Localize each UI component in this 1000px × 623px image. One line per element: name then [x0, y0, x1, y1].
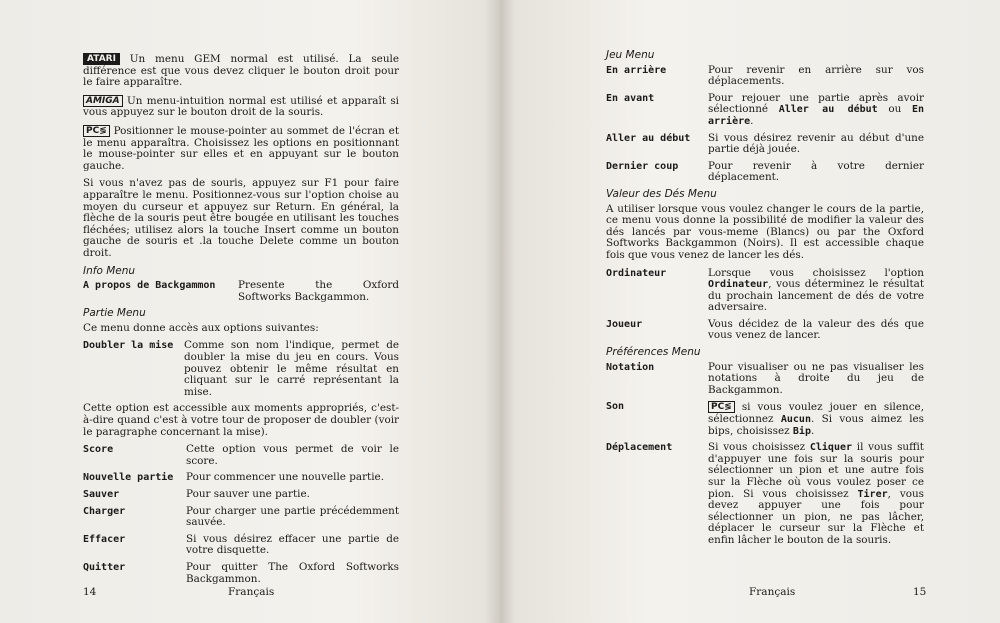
partie-item-quitter	[83, 562, 399, 585]
desc-text: Pour rejouer une partie après avoir sélectionné	[708, 91, 924, 116]
atari-text: Un menu GEM normal est utilisé. La seule différence est que vous devez cliquer le bouton droit pour le faire apparaître.	[83, 53, 399, 89]
desc-bold: Bip	[792, 425, 811, 437]
desc-text: .	[810, 424, 815, 437]
doubler-desc: Comme son nom l'indique, permet de doubler la mise du jeu en cours. Vous pouvez obtenir le même résultat en cliquant sur le carré représentant la mise.	[184, 339, 399, 398]
partie-intro: Ce menu donne accès aux options suivantes:	[83, 321, 319, 334]
des-menu-heading: Valeur des Dés Menu	[606, 187, 717, 200]
pref-item-son	[606, 401, 924, 437]
term-notation: Notation	[606, 361, 655, 373]
jeu-menu-heading: Jeu Menu	[606, 49, 655, 61]
desc-joueur: Vous décidez de la valeur des dés que vous venez de lancer.	[708, 317, 924, 342]
desc-text: , vous devez appuyer une fois pour sélectionner un pion, ne pas lâcher, déplacer le curseur sur la Flèche et enfin lâcher le bouton de la souris.	[708, 487, 924, 546]
jeu-item-arriere	[606, 65, 924, 88]
desc-bold: Ordinateur	[708, 279, 769, 291]
pref-item-notation	[606, 362, 924, 397]
desc-charger: Pour charger une partie précédemment sauvée.	[186, 504, 399, 529]
desc-en-avant	[708, 93, 924, 128]
desc-effacer: Si vous désirez effacer une partie de votre disquette.	[186, 532, 399, 557]
partie-item-effacer	[83, 534, 399, 557]
atari-paragraph	[83, 53, 399, 89]
desc-en-arriere: Pour revenir en arrière sur vos déplacements.	[708, 63, 924, 88]
desc-text: Lorsque vous choisissez l'option	[708, 266, 924, 279]
term-son: Son	[606, 401, 625, 413]
term-dernier-coup: Dernier coup	[606, 160, 679, 172]
no-mouse-paragraph: Si vous n'avez pas de souris, appuyez sur F1 pour faire apparaître le menu. Positionnez-vous sur l'option choise au moyen du curseur et appuyez sur Return. En général, la flèche de la souris peut être bougée en utilisant les touches fléchées; utilisez alors la touche Insert comme un bouton gauche de souris et .la touche Delete comme un bouton droit.	[83, 177, 399, 259]
term-ordinateur: Ordinateur	[606, 267, 667, 279]
desc-ordinateur	[708, 268, 924, 314]
des-item-joueur	[606, 319, 924, 342]
term-score: Score	[83, 444, 114, 456]
des-intro: A utiliser lorsque vous voulez changer le cours de la partie, ce menu vous donne la possibilité de modifier la valeur des dés lancés par vous-meme (Blancs) ou par the Oxford Softworks Backgammon (Noirs). Il est accessible chaque fois que vous venez de lancer les dés.	[606, 202, 924, 261]
amiga-logo: AMIGA	[83, 95, 123, 107]
term-sauver: Sauver	[83, 489, 120, 500]
term-nouvelle: Nouvelle partie	[83, 472, 174, 484]
pc-paragraph	[83, 125, 399, 172]
desc-text: , vous déterminez le résultat du prochain lancement de dés de votre adversaire.	[708, 278, 924, 314]
left-page-content	[83, 53, 399, 590]
term-effacer: Effacer	[83, 533, 126, 545]
right-page	[500, 0, 1000, 623]
desc-text: ou	[877, 103, 912, 116]
info-menu-heading: Info Menu	[83, 264, 136, 277]
doubler-note: Cette option est accessible aux moments appropriés, c'est-à-dire quand c'est à votre tour de proposer de doubler (voir le paragraphe concernant la mise).	[83, 402, 399, 438]
desc-bold: Tirer	[857, 488, 888, 500]
desc-bold: Aucun	[780, 414, 811, 426]
atari-logo: ATARI	[83, 53, 120, 65]
term-en-avant: En avant	[606, 92, 655, 104]
desc-bold: En arrière	[708, 104, 924, 127]
right-footer-language: Français	[749, 586, 796, 598]
term-quitter: Quitter	[83, 561, 126, 573]
left-footer-language: Français	[228, 586, 275, 598]
desc-dernier-coup: Pour revenir à votre dernier déplacement.	[708, 159, 924, 184]
jeu-item-debut	[606, 133, 924, 156]
desc-text: si vous voulez jouer en silence, sélectionnez	[708, 401, 924, 426]
partie-item-charger	[83, 506, 399, 529]
pref-menu-heading: Préférences Menu	[606, 346, 701, 359]
doubler-item	[83, 340, 399, 398]
info-item-term: A propos de Backgammon	[83, 280, 216, 292]
desc-text: Si vous choisissez	[708, 441, 810, 454]
desc-aller-au-debut: Si vous désirez revenir au début d'une partie déjà jouée.	[708, 131, 924, 156]
info-item	[83, 280, 399, 303]
desc-deplacement	[708, 442, 924, 546]
amiga-paragraph	[83, 95, 399, 119]
desc-sauver: Pour sauver une partie.	[186, 488, 310, 500]
jeu-item-dernier	[606, 161, 924, 184]
desc-text: .	[750, 114, 754, 127]
pc-text: Positionner le mouse-pointer au sommet de l'écran et le menu apparaîtra. Choisissez les options en positionnant le mouse-pointer sur elles et en appuyant sur le bouton gauche.	[83, 124, 400, 172]
desc-bold: Cliquer	[809, 442, 853, 454]
partie-item-nouvelle	[83, 472, 399, 484]
pc-logo: PC≶	[83, 125, 110, 137]
right-page-content	[606, 50, 924, 552]
term-joueur: Joueur	[606, 318, 643, 330]
partie-item-sauver	[83, 489, 399, 501]
pref-item-deplacement	[606, 442, 924, 546]
info-item-desc: Presente the Oxford Softworks Backgammon.	[238, 279, 399, 303]
term-charger: Charger	[83, 505, 126, 517]
amiga-text: Un menu-intuition normal est utilisé et apparaît si vous appuyez sur le bouton droit de la souris.	[83, 94, 399, 119]
term-en-arriere: En arrière	[606, 64, 667, 76]
pc-logo: PC≶	[708, 401, 735, 413]
desc-text: . Si vous aimez les bips, choisissez	[708, 413, 925, 437]
desc-nouvelle: Pour commencer une nouvelle partie.	[186, 471, 385, 484]
term-aller-au-debut: Aller au début	[606, 132, 691, 144]
right-page-number: 15	[913, 586, 927, 598]
desc-notation: Pour visualiser ou ne pas visualiser les notations à droite du jeu de Backgammon.	[708, 360, 924, 396]
desc-text: il vous suffit d'appuyer une fois sur la souris pour sélectionner un pion et une autre fois sur la Flèche où vous voulez poser ce pion. Si vous choisissez	[708, 441, 924, 500]
desc-quitter: Pour quitter The Oxford Softworks Backgammon.	[186, 560, 399, 585]
jeu-item-avant	[606, 93, 924, 128]
term-deplacement: Déplacement	[606, 442, 673, 454]
partie-item-score	[83, 444, 399, 467]
desc-score: Cette option vous permet de voir le score.	[186, 443, 399, 467]
partie-menu-heading: Partie Menu	[83, 307, 146, 320]
left-page-number: 14	[83, 586, 97, 598]
desc-son	[708, 401, 924, 437]
des-item-ordinateur	[606, 268, 924, 314]
desc-bold: Aller au début	[778, 104, 878, 116]
doubler-term: Doubler la mise	[83, 340, 174, 352]
